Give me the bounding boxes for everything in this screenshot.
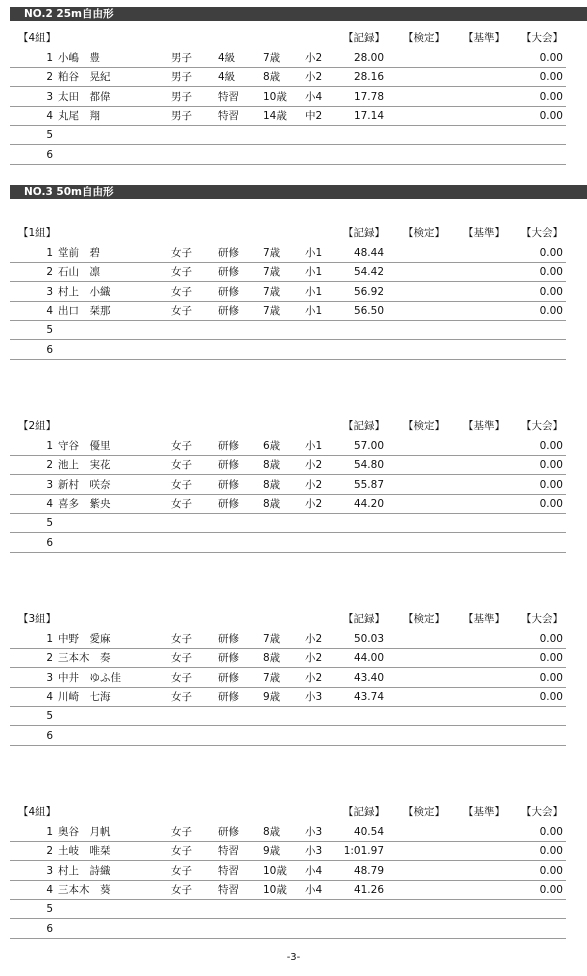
cell-no: 1 — [46, 440, 53, 452]
cell-grade: 研修 — [218, 247, 239, 259]
cell-no: 4 — [46, 883, 53, 896]
cell-school: 小4 — [305, 864, 323, 877]
cell-school: 小2 — [305, 633, 323, 645]
cell-record: 40.54 — [353, 826, 384, 838]
cell-record: 57.00 — [353, 440, 384, 452]
cell-taikai: 0.00 — [539, 883, 563, 896]
cell-age: 7歳 — [263, 247, 281, 259]
cell-no: 5 — [46, 129, 53, 142]
cell-record: 56.92 — [353, 285, 384, 298]
column-header-kentei: 【検定】 — [403, 806, 445, 818]
cell-taikai: 0.00 — [539, 497, 563, 510]
cell-age: 7歳 — [263, 266, 281, 279]
cell-school: 小2 — [305, 459, 323, 472]
cell-taikai: 0.00 — [539, 71, 563, 84]
cell-sex: 女子 — [171, 826, 192, 838]
cell-no: 4 — [46, 109, 53, 122]
cell-record: 48.79 — [353, 864, 384, 877]
cell-no: 2 — [46, 266, 53, 279]
cell-grade: 特習 — [218, 845, 239, 858]
column-header-kiroku: 【記録】 — [343, 32, 385, 44]
cell-name: 中野 愛麻 — [58, 633, 111, 645]
cell-no: 3 — [46, 864, 53, 877]
event-title: NO.3 50m自由形 — [24, 186, 114, 198]
group-label: 【1組】 — [18, 227, 57, 239]
group-label: 【3組】 — [18, 613, 57, 625]
cell-no: 2 — [46, 652, 53, 665]
cell-name: 堂前 碧 — [58, 247, 100, 259]
column-header-kijun: 【基準】 — [463, 227, 505, 239]
cell-grade: 4級 — [218, 52, 236, 64]
cell-name: 三本木 葵 — [58, 883, 111, 896]
cell-age: 8歳 — [263, 478, 281, 491]
cell-school: 小2 — [305, 652, 323, 665]
cell-no: 1 — [46, 247, 53, 259]
cell-sex: 男子 — [171, 71, 192, 84]
table-row — [10, 727, 566, 746]
cell-record: 28.16 — [353, 71, 384, 84]
cell-no: 2 — [46, 71, 53, 84]
column-header-kijun: 【基準】 — [463, 613, 505, 625]
table-row — [10, 341, 566, 360]
cell-age: 9歳 — [263, 690, 281, 703]
cell-grade: 研修 — [218, 478, 239, 491]
cell-school: 小1 — [305, 247, 323, 259]
cell-name: 川崎 七海 — [58, 690, 111, 703]
group-label: 【4組】 — [18, 806, 57, 818]
cell-sex: 男子 — [171, 90, 192, 103]
cell-record: 55.87 — [353, 478, 384, 491]
cell-record: 54.42 — [353, 266, 384, 279]
cell-name: 村上 詩織 — [58, 864, 111, 877]
column-header-taikai: 【大会】 — [521, 613, 563, 625]
cell-no: 4 — [46, 304, 53, 317]
column-header-kiroku: 【記録】 — [343, 613, 385, 625]
cell-sex: 女子 — [171, 285, 192, 298]
cell-school: 小2 — [305, 478, 323, 491]
cell-grade: 4級 — [218, 71, 236, 84]
cell-taikai: 0.00 — [539, 52, 563, 64]
cell-school: 小2 — [305, 71, 323, 84]
cell-no: 6 — [46, 343, 53, 356]
cell-sex: 男子 — [171, 109, 192, 122]
cell-record: 17.78 — [353, 90, 384, 103]
group-label: 【2組】 — [18, 420, 57, 432]
cell-record: 43.40 — [353, 671, 384, 684]
cell-age: 7歳 — [263, 52, 281, 64]
cell-school: 小3 — [305, 826, 323, 838]
cell-record: 17.14 — [353, 109, 384, 122]
cell-grade: 研修 — [218, 633, 239, 645]
cell-taikai: 0.00 — [539, 459, 563, 472]
cell-age: 8歳 — [263, 459, 281, 472]
cell-no: 6 — [46, 729, 53, 742]
cell-no: 1 — [46, 633, 53, 645]
cell-sex: 女子 — [171, 671, 192, 684]
cell-taikai: 0.00 — [539, 652, 563, 665]
cell-sex: 女子 — [171, 440, 192, 452]
event-title-bar — [10, 7, 587, 21]
cell-grade: 特習 — [218, 109, 239, 122]
cell-no: 3 — [46, 90, 53, 103]
column-header-kiroku: 【記録】 — [343, 806, 385, 818]
cell-age: 9歳 — [263, 845, 281, 858]
cell-no: 4 — [46, 690, 53, 703]
cell-sex: 女子 — [171, 845, 192, 858]
cell-name: 新村 咲奈 — [58, 478, 111, 491]
cell-record: 54.80 — [353, 459, 384, 472]
cell-name: 丸尾 翔 — [58, 109, 100, 122]
column-header-taikai: 【大会】 — [521, 420, 563, 432]
cell-record: 56.50 — [353, 304, 384, 317]
cell-grade: 研修 — [218, 671, 239, 684]
table-row — [10, 321, 566, 340]
cell-grade: 研修 — [218, 690, 239, 703]
cell-grade: 特習 — [218, 883, 239, 896]
cell-school: 小1 — [305, 285, 323, 298]
cell-taikai: 0.00 — [539, 304, 563, 317]
column-header-kentei: 【検定】 — [403, 32, 445, 44]
cell-taikai: 0.00 — [539, 671, 563, 684]
column-header-kentei: 【検定】 — [403, 227, 445, 239]
cell-school: 小2 — [305, 52, 323, 64]
cell-no: 6 — [46, 536, 53, 549]
cell-no: 2 — [46, 845, 53, 858]
cell-age: 7歳 — [263, 633, 281, 645]
cell-school: 小3 — [305, 845, 323, 858]
cell-name: 粕谷 晃紀 — [58, 71, 111, 84]
cell-no: 5 — [46, 710, 53, 723]
cell-age: 8歳 — [263, 652, 281, 665]
cell-school: 小3 — [305, 690, 323, 703]
cell-age: 6歳 — [263, 440, 281, 452]
column-header-kentei: 【検定】 — [403, 420, 445, 432]
column-header-kiroku: 【記録】 — [343, 227, 385, 239]
page-number: -3- — [286, 952, 301, 963]
cell-school: 小4 — [305, 883, 323, 896]
table-row — [10, 126, 566, 145]
cell-no: 6 — [46, 922, 53, 935]
cell-no: 3 — [46, 285, 53, 298]
cell-age: 10歳 — [263, 90, 287, 103]
cell-grade: 研修 — [218, 826, 239, 838]
column-header-taikai: 【大会】 — [521, 32, 563, 44]
cell-age: 7歳 — [263, 285, 281, 298]
cell-taikai: 0.00 — [539, 864, 563, 877]
cell-name: 奥谷 月帆 — [58, 826, 111, 838]
cell-sex: 女子 — [171, 883, 192, 896]
cell-no: 5 — [46, 903, 53, 916]
cell-age: 10歳 — [263, 883, 287, 896]
cell-age: 7歳 — [263, 671, 281, 684]
cell-school: 小1 — [305, 304, 323, 317]
cell-sex: 女子 — [171, 459, 192, 472]
cell-sex: 女子 — [171, 478, 192, 491]
cell-record: 48.44 — [353, 247, 384, 259]
cell-school: 中2 — [305, 109, 323, 122]
cell-no: 3 — [46, 671, 53, 684]
cell-school: 小1 — [305, 440, 323, 452]
cell-age: 8歳 — [263, 497, 281, 510]
cell-name: 池上 実花 — [58, 459, 111, 472]
column-header-kijun: 【基準】 — [463, 806, 505, 818]
cell-grade: 研修 — [218, 459, 239, 472]
cell-sex: 女子 — [171, 864, 192, 877]
cell-sex: 女子 — [171, 247, 192, 259]
cell-taikai: 0.00 — [539, 440, 563, 452]
table-row — [10, 146, 566, 165]
table-row — [10, 707, 566, 726]
cell-taikai: 0.00 — [539, 247, 563, 259]
cell-sex: 女子 — [171, 266, 192, 279]
cell-sex: 女子 — [171, 690, 192, 703]
table-row — [10, 534, 566, 553]
cell-school: 小4 — [305, 90, 323, 103]
table-row — [10, 514, 566, 533]
cell-taikai: 0.00 — [539, 845, 563, 858]
column-header-taikai: 【大会】 — [521, 806, 563, 818]
group-label: 【4組】 — [18, 32, 57, 44]
cell-taikai: 0.00 — [539, 826, 563, 838]
cell-name: 出口 栞那 — [58, 304, 111, 317]
cell-age: 8歳 — [263, 826, 281, 838]
cell-no: 5 — [46, 517, 53, 530]
cell-name: 中井 ゆふ佳 — [58, 671, 121, 684]
cell-no: 2 — [46, 459, 53, 472]
cell-record: 41.26 — [353, 883, 384, 896]
cell-grade: 研修 — [218, 266, 239, 279]
column-header-kijun: 【基準】 — [463, 32, 505, 44]
cell-sex: 女子 — [171, 633, 192, 645]
cell-age: 8歳 — [263, 71, 281, 84]
cell-record: 1:01.97 — [343, 845, 384, 858]
cell-school: 小1 — [305, 266, 323, 279]
cell-age: 14歳 — [263, 109, 287, 122]
cell-age: 10歳 — [263, 864, 287, 877]
cell-taikai: 0.00 — [539, 285, 563, 298]
cell-school: 小2 — [305, 497, 323, 510]
cell-name: 喜多 紫央 — [58, 497, 111, 510]
table-row — [10, 900, 566, 919]
cell-sex: 男子 — [171, 52, 192, 64]
column-header-taikai: 【大会】 — [521, 227, 563, 239]
cell-taikai: 0.00 — [539, 690, 563, 703]
cell-name: 村上 小織 — [58, 285, 111, 298]
cell-name: 石山 凛 — [58, 266, 100, 279]
cell-no: 3 — [46, 478, 53, 491]
column-header-kentei: 【検定】 — [403, 613, 445, 625]
cell-no: 1 — [46, 52, 53, 64]
cell-taikai: 0.00 — [539, 90, 563, 103]
cell-name: 土岐 唯栞 — [58, 845, 111, 858]
cell-grade: 研修 — [218, 304, 239, 317]
cell-taikai: 0.00 — [539, 109, 563, 122]
cell-record: 43.74 — [353, 690, 384, 703]
column-header-kiroku: 【記録】 — [343, 420, 385, 432]
cell-name: 小嶋 豊 — [58, 52, 100, 64]
cell-sex: 女子 — [171, 497, 192, 510]
event-title-bar — [10, 185, 587, 199]
cell-record: 28.00 — [353, 52, 384, 64]
cell-sex: 女子 — [171, 304, 192, 317]
cell-taikai: 0.00 — [539, 633, 563, 645]
cell-no: 5 — [46, 324, 53, 337]
cell-name: 三本木 奏 — [58, 652, 111, 665]
cell-taikai: 0.00 — [539, 266, 563, 279]
cell-grade: 研修 — [218, 285, 239, 298]
cell-taikai: 0.00 — [539, 478, 563, 491]
cell-grade: 研修 — [218, 440, 239, 452]
cell-record: 44.20 — [353, 497, 384, 510]
cell-grade: 特習 — [218, 864, 239, 877]
cell-grade: 特習 — [218, 90, 239, 103]
cell-grade: 研修 — [218, 497, 239, 510]
cell-age: 7歳 — [263, 304, 281, 317]
cell-name: 守谷 優里 — [58, 440, 111, 452]
cell-no: 4 — [46, 497, 53, 510]
cell-grade: 研修 — [218, 652, 239, 665]
table-row — [10, 920, 566, 939]
cell-record: 50.03 — [353, 633, 384, 645]
event-title: NO.2 25m自由形 — [24, 8, 114, 20]
cell-name: 太田 都偉 — [58, 90, 111, 103]
cell-school: 小2 — [305, 671, 323, 684]
cell-sex: 女子 — [171, 652, 192, 665]
cell-no: 1 — [46, 826, 53, 838]
cell-record: 44.00 — [353, 652, 384, 665]
cell-no: 6 — [46, 148, 53, 161]
column-header-kijun: 【基準】 — [463, 420, 505, 432]
